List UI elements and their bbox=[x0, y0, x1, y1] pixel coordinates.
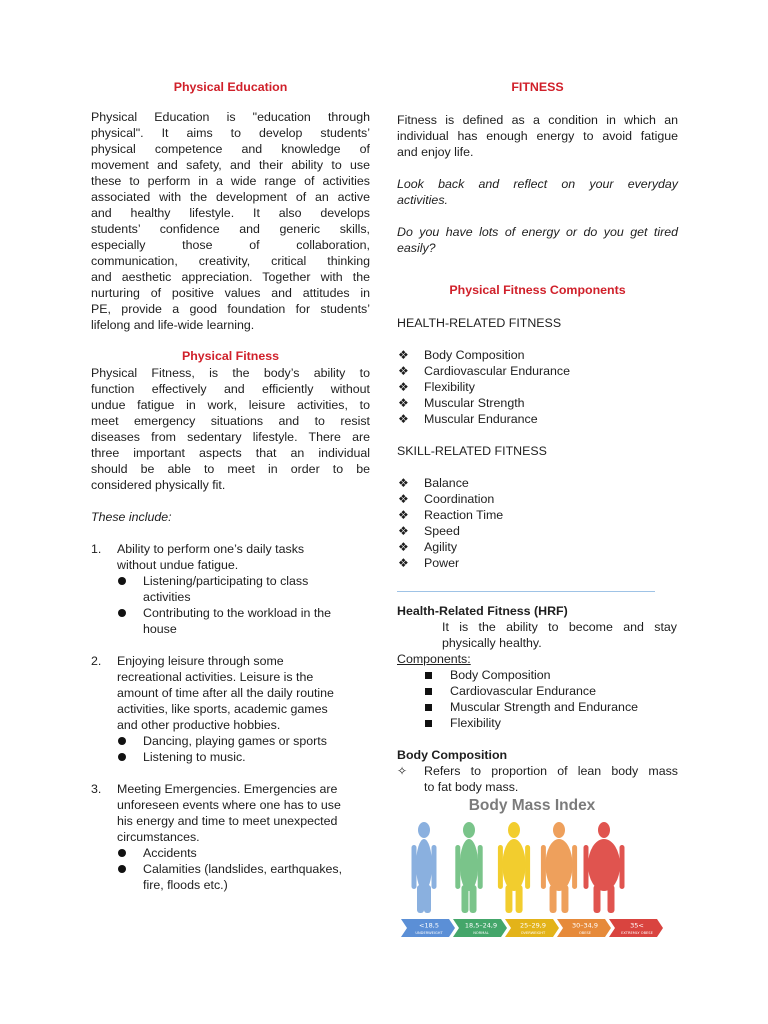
bmi-range-label: OBESE bbox=[578, 931, 592, 935]
diamond-bullet-icon: ❖ bbox=[398, 348, 409, 362]
square-bullet-icon bbox=[425, 720, 432, 727]
bullet-icon bbox=[118, 577, 126, 585]
bullet-icon bbox=[118, 753, 126, 761]
pe-text-line: especially those of collaboration, bbox=[91, 238, 370, 252]
sub-bullet-text: activities bbox=[143, 590, 191, 604]
diamond-bullet-icon: ❖ bbox=[398, 492, 409, 506]
diamond-bullet-icon: ❖ bbox=[398, 508, 409, 522]
square-bullet-icon bbox=[425, 672, 432, 679]
bmi-body-figure bbox=[498, 822, 530, 913]
physical-education-paragraph bbox=[91, 109, 370, 333]
pe-text-line: communication, creativity, critical thinking bbox=[91, 254, 370, 268]
body-composition-text: Refers to proportion of lean body mass bbox=[424, 764, 678, 778]
list-number: 3. bbox=[91, 782, 102, 796]
pe-text-line: physical". It aims to develop students’ bbox=[91, 126, 370, 140]
pf-text-line: Physical Fitness, is the body’s ability to bbox=[91, 366, 370, 380]
sub-bullet-text: Listening to music. bbox=[143, 750, 246, 764]
diamond-bullet-icon: ❖ bbox=[398, 412, 409, 426]
bullet-icon bbox=[118, 737, 126, 745]
diamond-bullet-icon: ❖ bbox=[398, 540, 409, 554]
diamond-bullet-icon: ❖ bbox=[398, 364, 409, 378]
diamond-bullet-icon: ❖ bbox=[398, 556, 409, 570]
sub-bullet-text: Calamities (landslides, earthquakes, bbox=[143, 862, 343, 876]
bmi-range-label: UNDERWEIGHT bbox=[415, 931, 443, 935]
pf-text-line: function effectively and efficiently without bbox=[91, 382, 370, 396]
sub-bullet-text: fire, floods etc.) bbox=[143, 878, 228, 892]
skill-item: Reaction Time bbox=[424, 508, 504, 522]
diamond-bullet-icon: ❖ bbox=[398, 396, 409, 410]
pf-text-line: diseases from sedentary lifestyle. There are bbox=[91, 430, 370, 444]
bmi-range-value: 30–34,9 bbox=[572, 921, 598, 930]
components-label: Components: bbox=[397, 652, 471, 666]
list-number: 1. bbox=[91, 542, 102, 556]
list-item-text: circumstances. bbox=[117, 830, 200, 844]
health-item: Cardiovascular Endurance bbox=[424, 364, 571, 378]
skill-related-heading: SKILL-RELATED FITNESS bbox=[397, 444, 547, 458]
bullet-icon bbox=[118, 849, 126, 857]
these-include-label: These include: bbox=[91, 510, 172, 524]
bmi-range-value: 18,5–24,9 bbox=[464, 921, 498, 930]
pe-text-line: these to perform in a wide range of activities bbox=[91, 174, 370, 188]
hrf-text-line: It is the ability to become and stay bbox=[442, 620, 677, 634]
bmi-body-figure bbox=[455, 822, 482, 913]
fitness-text-line: and enjoy life. bbox=[397, 145, 474, 159]
health-related-heading: HEALTH-RELATED FITNESS bbox=[397, 316, 562, 330]
health-item: Flexibility bbox=[424, 380, 475, 394]
hrf-component-item: Muscular Strength and Endurance bbox=[450, 700, 639, 714]
sub-bullet-text: Listening/participating to class bbox=[143, 574, 309, 588]
pe-text-line: physical competence and knowledge of bbox=[91, 142, 370, 156]
hrf-title: Health-Related Fitness (HRF) bbox=[397, 604, 568, 618]
skill-item: Balance bbox=[424, 476, 469, 490]
bmi-body-figure bbox=[584, 822, 625, 913]
pf-text-line: undue fatigue in work, leisure activities, to bbox=[91, 398, 370, 412]
bmi-range-value: <18,5 bbox=[419, 921, 439, 930]
skill-item: Agility bbox=[424, 540, 458, 554]
fitness-text-line: Fitness is defined as a condition in which an bbox=[397, 113, 678, 127]
pf-text-line: considered physically fit. bbox=[91, 478, 226, 492]
fitness-text-line: individual has enough energy to avoid fatigue bbox=[397, 129, 678, 143]
pf-text-line: should be able to meet in order to be bbox=[91, 462, 370, 476]
bmi-range-label: EXTREMLY OBESE bbox=[621, 931, 653, 935]
hrf-definition bbox=[442, 619, 677, 651]
physical-fitness-title: Physical Fitness bbox=[181, 349, 280, 363]
list-item-text: his energy and time to meet unexpected bbox=[117, 814, 338, 828]
health-item: Muscular Strength bbox=[424, 396, 525, 410]
fitness-definition bbox=[397, 112, 678, 160]
diamond-bullet-icon: ❖ bbox=[398, 380, 409, 394]
list-item-text: unforeseen events where one has to use bbox=[117, 798, 341, 812]
body-composition-text: to fat body mass. bbox=[424, 780, 519, 794]
section-divider bbox=[397, 591, 655, 592]
hrf-component-item: Body Composition bbox=[450, 668, 551, 682]
list-item-text: amount of time after all the daily routine bbox=[117, 686, 334, 700]
bmi-body-figure bbox=[541, 822, 577, 913]
bmi-range-value: 35< bbox=[630, 921, 644, 930]
list-item-text: Meeting Emergencies. Emergencies are bbox=[117, 782, 338, 796]
square-bullet-icon bbox=[425, 688, 432, 695]
energy-question bbox=[397, 224, 678, 256]
list-item-text: recreational activities. Leisure is the bbox=[117, 670, 314, 684]
bmi-title: Body Mass Index bbox=[468, 797, 596, 814]
fitness-title: FITNESS bbox=[511, 80, 564, 94]
question-text-line: Do you have lots of energy or do you get tired bbox=[397, 225, 678, 239]
sub-bullet-text: house bbox=[143, 622, 177, 636]
hrf-text-line: physically healthy. bbox=[442, 636, 542, 650]
list-item-text: without undue fatigue. bbox=[117, 558, 239, 572]
question-text-line: easily? bbox=[397, 241, 436, 255]
diamond-bullet-icon: ❖ bbox=[398, 524, 409, 538]
list-item-text: and other productive hobbies. bbox=[117, 718, 281, 732]
pe-text-line: and healthy lifestyle. It also develops bbox=[91, 206, 370, 220]
diamond-bullet-icon: ❖ bbox=[398, 476, 409, 490]
pf-text-line: three important aspects that an individual bbox=[91, 446, 370, 460]
pf-text-line: meet emergency situations and to resist bbox=[91, 414, 370, 428]
bmi-figure bbox=[399, 793, 665, 942]
pe-text-line: lifelong and life-wide learning. bbox=[91, 318, 255, 332]
pe-text-line: and aesthetic appreciation. Together with the bbox=[91, 270, 370, 284]
reflect-prompt bbox=[397, 176, 678, 208]
physical-fitness-paragraph bbox=[91, 365, 370, 493]
square-bullet-icon bbox=[425, 704, 432, 711]
pe-text-line: movement and safety, and their ability to use bbox=[91, 158, 370, 172]
skill-item: Speed bbox=[424, 524, 460, 538]
bmi-range-label: OVERWEIGHT bbox=[520, 931, 546, 935]
bmi-range-label: NORMAL bbox=[473, 931, 489, 935]
pe-text-line: associated with the development of an active bbox=[91, 190, 370, 204]
bmi-range-value: 25–29,9 bbox=[520, 921, 546, 930]
bmi-body-figure bbox=[412, 822, 437, 913]
list-item-text: Enjoying leisure through some bbox=[117, 654, 284, 668]
bullet-icon bbox=[118, 865, 126, 873]
skill-item: Coordination bbox=[424, 492, 495, 506]
skill-item: Power bbox=[424, 556, 460, 570]
bullet-icon bbox=[118, 609, 126, 617]
hrf-component-item: Flexibility bbox=[450, 716, 501, 730]
sub-bullet-text: Dancing, playing games or sports bbox=[143, 734, 327, 748]
pe-text-line: PE, provide a good foundation for students’ bbox=[91, 302, 370, 316]
pe-text-line: Physical Education is "education through bbox=[91, 110, 370, 124]
sub-bullet-text: Accidents bbox=[143, 846, 197, 860]
pe-text-line: nurturing of positive values and attitudes in bbox=[91, 286, 370, 300]
list-number: 2. bbox=[91, 654, 102, 668]
components-title: Physical Fitness Components bbox=[449, 283, 626, 297]
hrf-component-item: Cardiovascular Endurance bbox=[450, 684, 597, 698]
list-item-text: Ability to perform one’s daily tasks bbox=[117, 542, 305, 556]
body-composition-title: Body Composition bbox=[397, 748, 508, 762]
sub-bullet-text: Contributing to the workload in the bbox=[143, 606, 332, 620]
health-item: Muscular Endurance bbox=[424, 412, 538, 426]
health-item: Body Composition bbox=[424, 348, 525, 362]
pe-text-line: students’ confidence and generic skills, bbox=[91, 222, 370, 236]
list-item-text: activities, like sports, academic games bbox=[117, 702, 328, 716]
star-bullet-icon: ✧ bbox=[397, 764, 408, 778]
reflect-text-line: Look back and reflect on your everyday bbox=[397, 177, 678, 191]
physical-education-title: Physical Education bbox=[173, 80, 288, 94]
reflect-text-line: activities. bbox=[397, 193, 448, 207]
